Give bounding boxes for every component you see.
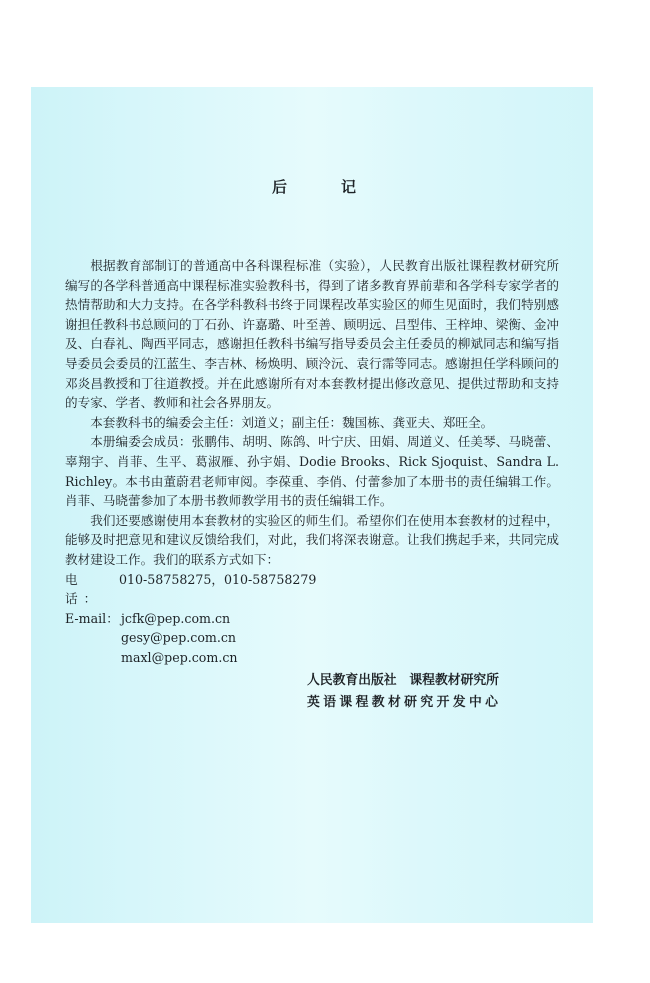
paragraph-thanks-feedback: 我们还要感谢使用本套教材的实验区的师生们。希望你们在使用本套教材的过程中，能够及时把意见和建议反馈给我们，对此，我们将深表谢意。让我们携起手来，共同完成教材建设工作。我们的联系方式如下： <box>65 512 559 567</box>
signature-line-1: 人民教育出版社 课程教材研究所 <box>307 673 499 688</box>
document-page <box>31 87 593 923</box>
phone-value: 010-58758275，010-58758279 <box>119 571 317 587</box>
phone-label: 电话： <box>65 571 103 607</box>
paragraph-volume-members: 本册编委会成员：张鹏伟、胡明、陈鸽、叶宁庆、田娟、周道义、任美琴、马晓蕾、辜翔宇、肖菲、生平、葛淑雁、孙宇娟、Dodie Brooks、Rick Sjoquist、Sandra L. Richley。本书由董蔚君老师审阅。李葆重、李俏、付蕾参加了本册书的责任编辑工作。肖菲、马晓蕾参加了本册书教师教学用书的责任编辑工作。 <box>65 434 559 509</box>
email-label: E-mail： <box>65 610 119 626</box>
paragraph-editorial-board: 本套教科书的编委会主任：刘道义；副主任：魏国栋、龚亚夫、郑旺全。 <box>90 414 494 430</box>
phone-row <box>65 570 559 609</box>
signature-line-2: 英语课程教材研究开发中心 <box>307 695 502 710</box>
email-list <box>65 609 559 668</box>
email-address[interactable]: maxl@pep.com.cn <box>121 649 238 665</box>
page-title <box>272 176 356 197</box>
email-address[interactable]: jcfk@pep.com.cn <box>121 610 231 626</box>
email-address[interactable]: gesy@pep.com.cn <box>121 630 237 646</box>
title-char-2: 记 <box>340 178 356 196</box>
paragraph-acknowledgements: 根据教育部制订的普通高中各科课程标准（实验），人民教育出版社课程教材研究所编写的各学科普通高中课程标准实验教科书，得到了诸多教育界前辈和各学科专家学者的热情帮助和大力支持。在各学科教科书终于同课程改革实验区的师生见面时，我们特别感谢担任教科书总顾问的丁石孙、许嘉璐、叶至善、顾明远、吕型伟、王梓坤、梁衡、金冲及、白春礼、陶西平同志，感谢担任教科书编写指导委员会主任委员的柳斌同志和编写指导委员会委员的江蓝生、李吉林、杨焕明、顾泠沅、袁行霈等同志。感谢担任学科顾问的邓炎昌教授和丁往道教授。并在此感谢所有对本套教材提出修改意见、提供过帮助和支持的专家、学者、教师和社会各界朋友。 <box>65 258 559 411</box>
afterword-body <box>65 256 559 667</box>
email-row <box>65 609 559 629</box>
title-char-1: 后 <box>272 178 288 196</box>
publisher-signature <box>307 670 547 714</box>
